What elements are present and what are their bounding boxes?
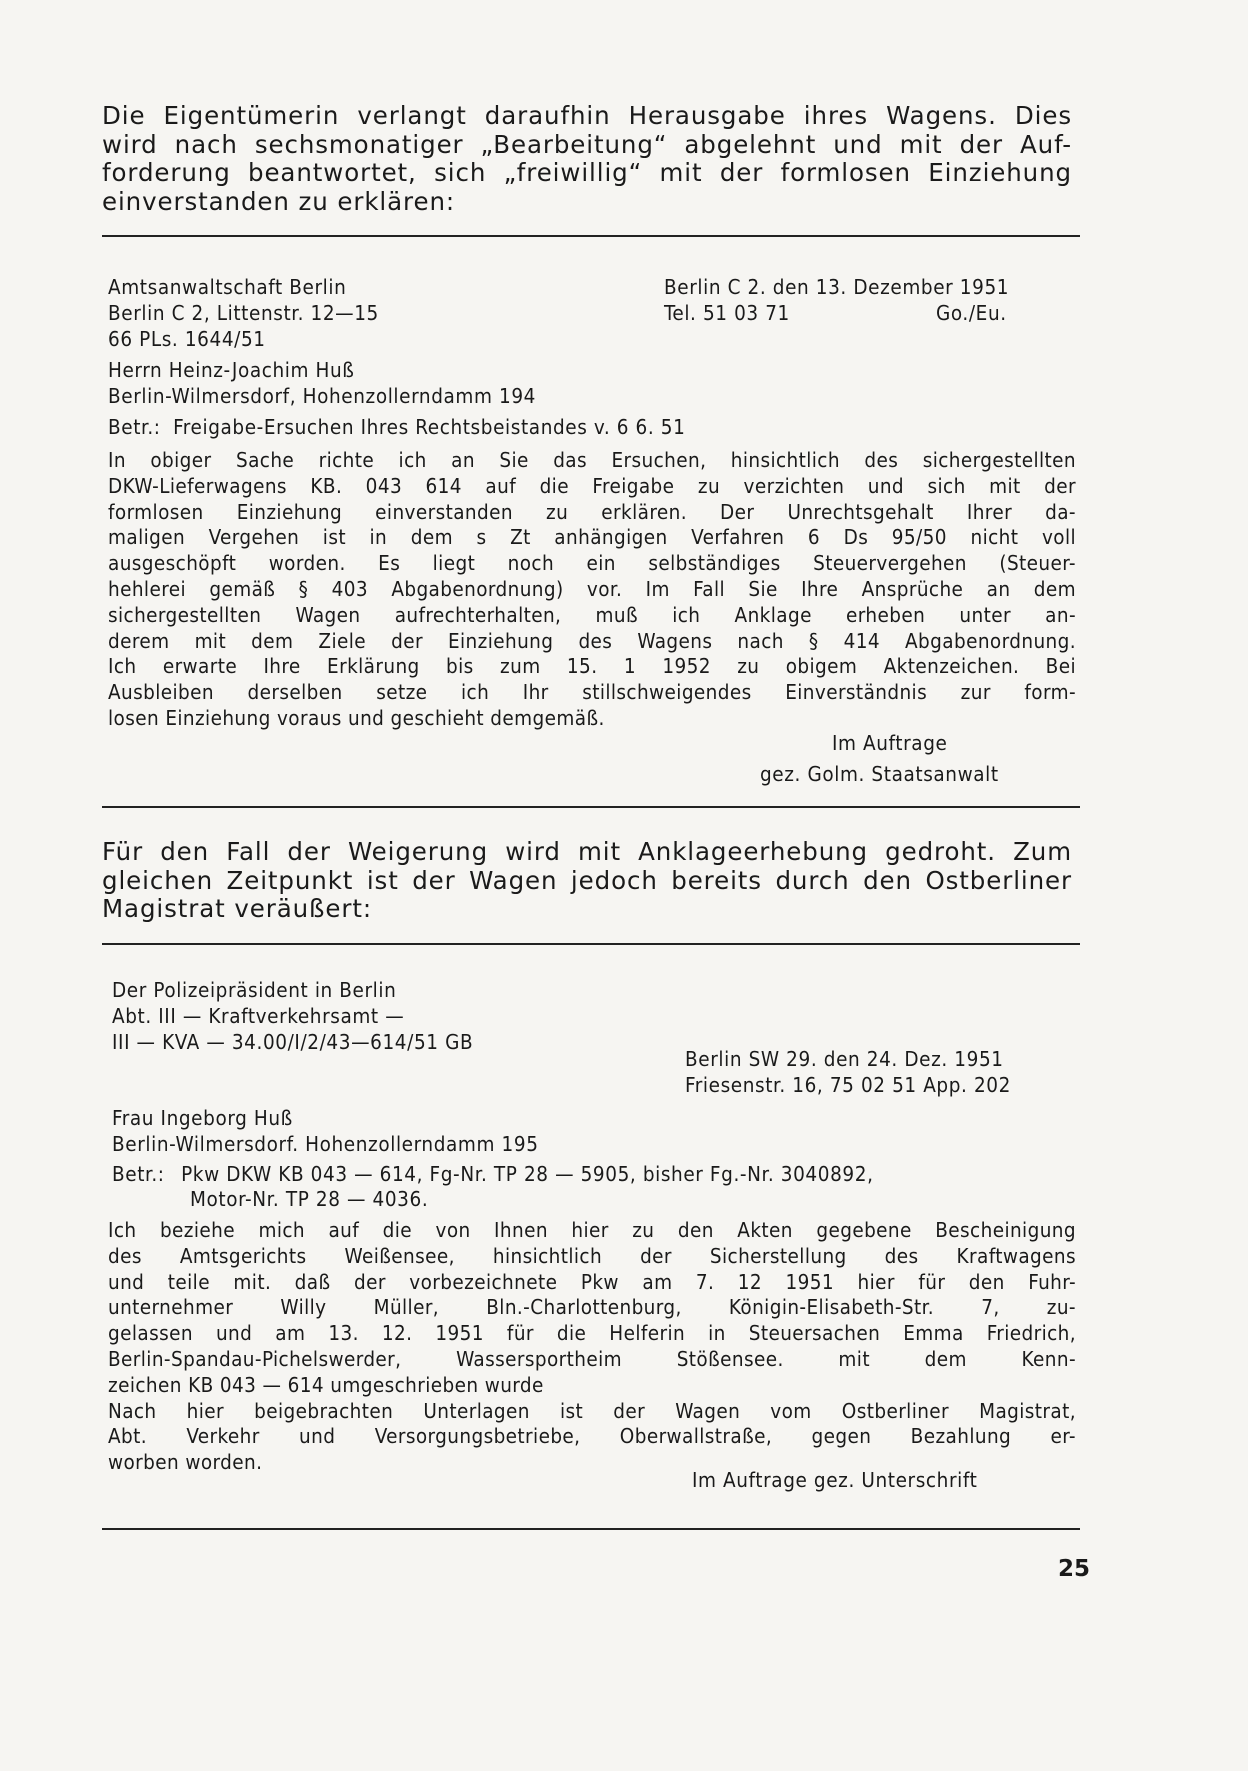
sender-line: Der Polizeipräsident in Berlin: [112, 978, 397, 1002]
body-line: Ich erwarte Ihre Erklärung bis zum 15. 1 1952 zu obigem Aktenzeichen. Bei: [108, 654, 1076, 679]
body-line: zeichen KB 043 — 614 umgeschrieben wurde: [108, 1372, 544, 1397]
intro-paragraph-1: [102, 102, 1072, 216]
body-line: maligen Vergehen ist in dem s Zt anhängigen Verfahren 6 Ds 95/50 nicht voll: [108, 525, 1076, 550]
intro-1-line: Die Eigentümerin verlangt daraufhin Herausgabe ihres Wagens. Dies: [102, 101, 1072, 130]
subject-text: Freigabe-Ersuchen Ihres Rechtsbeistandes v. 6 6. 51: [173, 415, 686, 439]
letter-1-signature-auftrage: Im Auftrage: [832, 731, 948, 755]
sender-line: III — KVA — 34.00/I/2/43—614/51 GB: [112, 1029, 474, 1054]
intro-paragraph-2: [102, 838, 1072, 924]
sender-line: Abt. III — Kraftverkehrsamt —: [112, 1003, 405, 1028]
letter-1-reference: Go./Eu.: [936, 301, 1007, 325]
intro-2-line: Magistrat veräußert:: [102, 894, 372, 923]
letter-1-subject: [108, 415, 685, 441]
recipient-line: Berlin-Wilmersdorf, Hohenzollerndamm 194: [108, 383, 537, 408]
body-line: formlosen Einziehung einverstanden zu erklären. Der Unrechtsgehalt Ihrer da-: [108, 499, 1076, 524]
sender-line: Amtsanwaltschaft Berlin: [108, 275, 347, 299]
page-number: 25: [1058, 1556, 1091, 1582]
letter-1-tel: Tel. 51 03 71: [664, 301, 790, 325]
letter-1-body: [108, 448, 1076, 732]
body-line: Abt. Verkehr und Versorgungsbetriebe, Oberwallstraße, gegen Bezahlung er-: [108, 1424, 1076, 1449]
body-line: Ausbleiben derselben setze ich Ihr stillschweigendes Einverständnis zur form-: [108, 680, 1076, 705]
body-line: ausgeschöpft worden. Es liegt noch ein selbständiges Steuervergehen (Steuer-: [108, 551, 1076, 576]
divider-rule: [102, 806, 1080, 808]
divider-rule: [102, 1528, 1080, 1530]
body-line: sichergestellten Wagen aufrechterhalten, muß ich Anklage erheben unter an-: [108, 602, 1076, 627]
body-line: Ich beziehe mich auf die von Ihnen hier zu den Akten gegebene Bescheinigung: [108, 1218, 1076, 1242]
letter-1-date: Berlin C 2. den 13. Dezember 1951: [664, 275, 1010, 299]
body-line: Nach hier beigebrachten Unterlagen ist der Wagen vom Ostberliner Magistrat,: [108, 1398, 1076, 1423]
subject-label: Betr.:: [112, 1162, 165, 1186]
sender-line: 66 PLs. 1644/51: [108, 326, 266, 351]
letter-2-recipient: [112, 1106, 539, 1158]
body-line: derem mit dem Ziele der Einziehung des Wagens nach § 414 Abgabenordnung.: [108, 628, 1076, 653]
body-line: In obiger Sache richte ich an Sie das Ersuchen, hinsichtlich des sichergestellten: [108, 448, 1076, 472]
body-line: unternehmer Willy Müller, Bln.-Charlottenburg, Königin-Elisabeth-Str. 7, zu-: [108, 1295, 1076, 1320]
body-line: losen Einziehung voraus und geschieht demgemäß.: [108, 705, 605, 730]
letter-2-address: Friesenstr. 16, 75 02 51 App. 202: [685, 1073, 1011, 1097]
intro-1-line: einverstanden zu erklären:: [102, 186, 456, 216]
body-line: gelassen und am 13. 12. 1951 für die Helferin in Steuersachen Emma Friedrich,: [108, 1321, 1076, 1346]
body-line: Berlin-Spandau-Pichelswerder, Wassersportheim Stößensee. mit dem Kenn-: [108, 1346, 1076, 1371]
sender-line: Berlin C 2, Littenstr. 12—15: [108, 300, 379, 325]
body-line: worben worden.: [108, 1450, 263, 1475]
recipient-line: Herrn Heinz-Joachim Huß: [108, 358, 355, 382]
body-line: DKW-Lieferwagens KB. 043 614 auf die Freigabe zu verzichten und sich mit der: [108, 473, 1076, 498]
intro-1-line: forderung beantwortet, sich „freiwillig“ mit der formlosen Einziehung: [102, 158, 1072, 187]
divider-rule: [102, 235, 1080, 237]
intro-2-line: gleichen Zeitpunkt ist der Wagen jedoch bereits durch den Ostberliner: [102, 865, 1072, 895]
divider-rule: [102, 943, 1080, 945]
body-line: hehlerei gemäß § 403 Abgabenordnung) vor. Im Fall Sie Ihre Ansprüche an dem: [108, 576, 1076, 601]
subject-text: Pkw DKW KB 043 — 614, Fg-Nr. TP 28 — 5905, bisher Fg.-Nr. 3040892,: [181, 1162, 874, 1186]
body-line: und teile mit. daß der vorbezeichnete Pkw am 7. 12 1951 hier für den Fuhr-: [108, 1269, 1076, 1294]
letter-2-subject: [112, 1162, 874, 1188]
letter-1-signature: gez. Golm. Staatsanwalt: [760, 762, 999, 786]
recipient-line: Berlin-Wilmersdorf. Hohenzollerndamm 195: [112, 1131, 539, 1156]
letter-2-signature: Im Auftrage gez. Unterschrift: [692, 1468, 978, 1492]
letter-2-sender: [112, 978, 473, 1055]
letter-2-date: Berlin SW 29. den 24. Dez. 1951: [685, 1047, 1004, 1071]
intro-1-line: wird nach sechsmonatiger „Bearbeitung“ abgelehnt und mit der Auf-: [102, 129, 1072, 159]
letter-1-sender: [108, 275, 379, 352]
recipient-line: Frau Ingeborg Huß: [112, 1106, 293, 1130]
letter-2-subject-continued: Motor-Nr. TP 28 — 4036.: [190, 1187, 429, 1211]
subject-label: Betr.:: [108, 415, 161, 439]
letter-2-body: [108, 1218, 1076, 1476]
letter-1-recipient: [108, 358, 536, 410]
body-line: des Amtsgerichts Weißensee, hinsichtlich der Sicherstellung des Kraftwagens: [108, 1243, 1076, 1268]
intro-2-line: Für den Fall der Weigerung wird mit Anklageerhebung gedroht. Zum: [102, 837, 1072, 866]
